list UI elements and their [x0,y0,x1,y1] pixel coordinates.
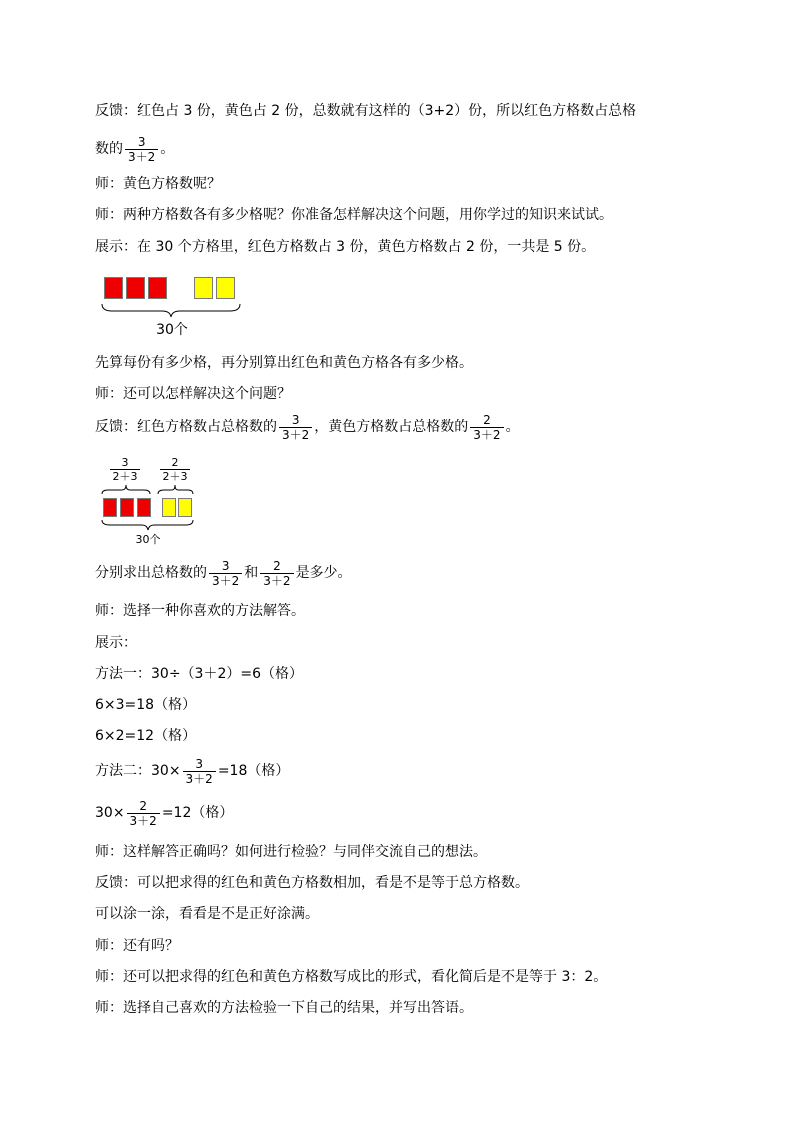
red-square [126,277,145,299]
figure-squares-1 [100,275,245,345]
red-square [104,277,123,299]
text-suffix: 。 [160,141,175,157]
paragraph-feedback-1-cont [95,132,174,166]
text-suffix: 是多少。 [295,565,352,581]
text-prefix: 30× [95,805,125,821]
text-prefix: 数的 [95,141,123,157]
fraction: 2 2＋3 [160,456,190,483]
paragraph-method-one: 方法一：30÷（3＋2）=6（格） [95,666,303,682]
fraction: $\frac{2}{3+2}$ [470,413,503,442]
fraction: $\frac{3}{3+2}$ [183,757,216,786]
paragraph-teacher-more: 师：还有吗？ [95,938,179,954]
paragraph-method-hint: 先算每份有多少格，再分别算出红色和黄色方格各有多少格。 [95,355,473,371]
paragraph-calc-red: 6×3=18（格） [95,697,197,713]
paragraph-teacher-check: 师：这样解答正确吗？如何进行检验？与同伴交流自己的想法。 [95,844,487,860]
red-square [148,277,167,299]
paragraph-ratio-check: 师：还可以把求得的红色和黄色方格数写成比的形式，看化简后是不是等于 3：2。 [95,969,608,985]
fraction: $\frac{3}{3+2}$ [279,413,312,442]
paragraph-teacher-question-yellow: 师：黄色方格数呢？ [95,176,221,192]
fraction: $\frac{3}{3+2}$ [125,135,158,164]
brace-icon [100,303,245,319]
fraction: 3 2＋3 [110,456,140,483]
paragraph-calc-yellow: 6×2=12（格） [95,728,197,744]
paragraph-display-1: 展示：在 30 个方格里，红色方格数占 3 份，黄色方格数占 2 份，一共是 5 份。 [95,239,596,255]
text-prefix: 方法二：30× [95,763,181,779]
yellow-square [162,498,176,517]
brace-icon [100,519,200,531]
paragraph-answer: 师：选择自己喜欢的方法检验一下自己的结果，并写出答语。 [95,1000,473,1016]
red-square [120,498,134,517]
paragraph-find-parts [95,556,352,590]
paragraph-teacher-question-each: 师：两种方格数各有多少格呢？你准备怎样解决这个问题，用你学过的知识来试试。 [95,207,613,223]
fraction: $\frac{2}{3+2}$ [127,799,160,828]
yellow-square [178,498,192,517]
red-square [137,498,151,517]
paragraph-teacher-choose: 师：选择一种你喜欢的方法解答。 [95,603,305,619]
paragraph-feedback-1: 反馈：红色占 3 份，黄色占 2 份，总数就有这样的（3+2）份，所以红色方格数占总格 [95,103,637,119]
text-prefix: 反馈：红色方格数占总格数的 [95,419,277,435]
figure-squares-2 [100,456,200,546]
total-label: 30个 [156,322,188,338]
text-suffix: =12（格） [161,805,234,821]
fraction: $\frac{3}{3+2}$ [209,559,242,588]
red-square [103,498,117,517]
yellow-square [216,277,235,299]
text-suffix: =18（格） [217,763,290,779]
paragraph-method-two [95,754,289,788]
brace-icon [100,484,200,496]
paragraph-feedback-add: 反馈：可以把求得的红色和黄色方格数相加，看是不是等于总方格数。 [95,875,529,891]
text-middle: ，黄色方格数占总格数的 [314,419,469,435]
paragraph-color-in: 可以涂一涂，看看是不是正好涂满。 [95,906,319,922]
text-suffix: 。 [505,419,520,435]
paragraph-method-two-yellow [95,796,233,830]
text-prefix: 分别求出总格数的 [95,565,207,581]
total-label: 30个 [135,533,161,546]
paragraph-teacher-other-way: 师：还可以怎样解决这个问题？ [95,386,291,402]
paragraph-feedback-2 [95,410,520,444]
fraction: $\frac{2}{3+2}$ [260,559,293,588]
text-middle: 和 [244,565,259,581]
paragraph-display-label: 展示： [95,635,137,651]
yellow-square [194,277,213,299]
